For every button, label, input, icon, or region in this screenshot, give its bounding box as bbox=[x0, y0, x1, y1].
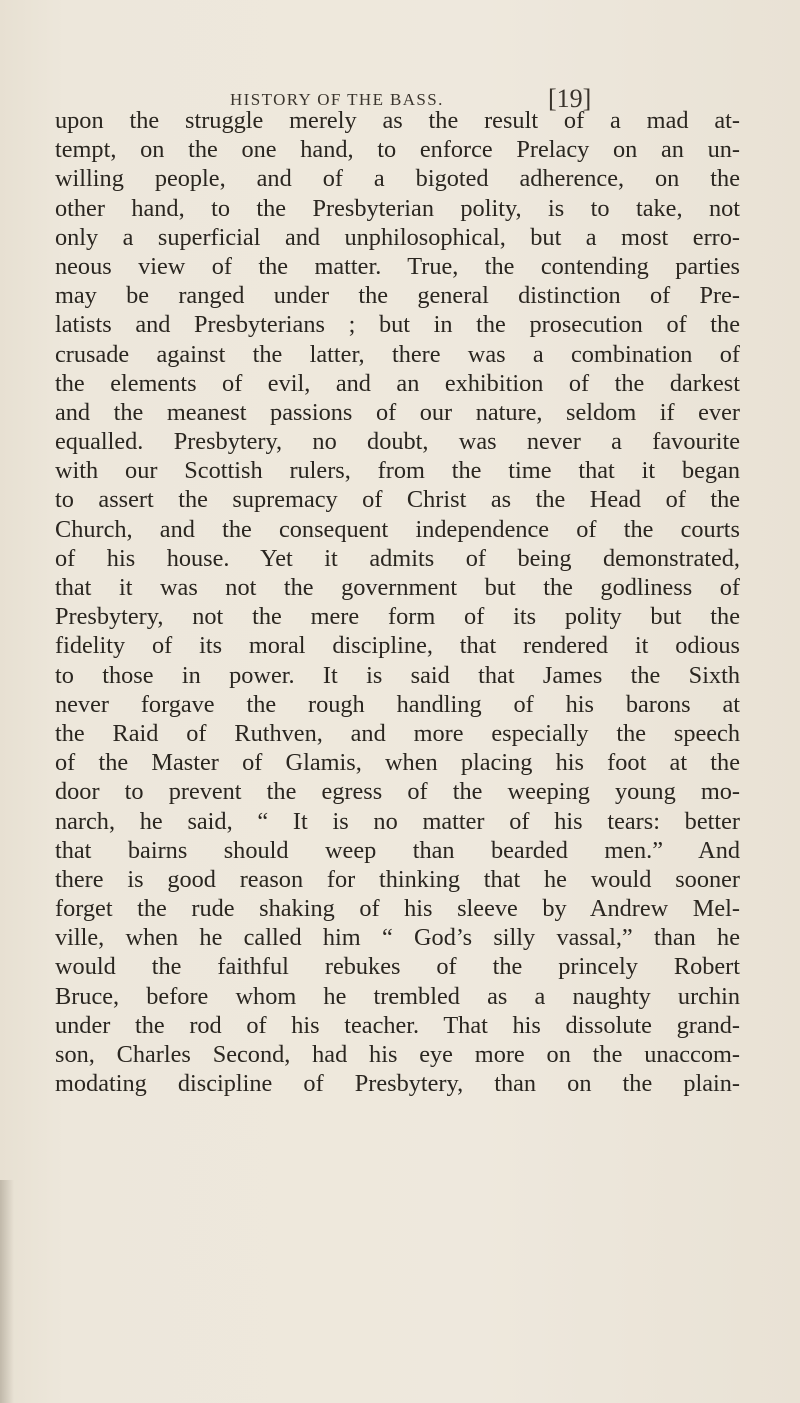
text-line: narch, he said, “ It is no matter of his tears: better bbox=[55, 807, 740, 835]
body-text bbox=[55, 106, 775, 1098]
text-line: Bruce, before whom he trembled as a naughty urchin bbox=[55, 982, 740, 1010]
running-title: HISTORY OF THE BASS. bbox=[230, 90, 444, 109]
text-line: other hand, to the Presbyterian polity, is to take, not bbox=[55, 194, 740, 222]
text-line: to assert the supremacy of Christ as the Head of the bbox=[55, 486, 740, 514]
text-line: there is good reason for thinking that he would sooner bbox=[55, 865, 740, 893]
text-line: the elements of evil, and an exhibition of the darkest bbox=[55, 369, 740, 397]
text-line: equalled. Presbytery, no doubt, was never a favourite bbox=[55, 428, 740, 456]
text-line: that it was not the government but the godliness of bbox=[55, 574, 740, 601]
text-line: fidelity of its moral discipline, that rendered it odious bbox=[55, 632, 740, 660]
text-line: crusade against the latter, there was a combination of bbox=[55, 340, 740, 368]
text-line: of his house. Yet it admits of being demonstrated, bbox=[55, 544, 740, 572]
text-line: tempt, on the one hand, to enforce Prelacy on an un- bbox=[55, 136, 740, 164]
text-line: the Raid of Ruthven, and more especially the speech bbox=[55, 719, 740, 747]
text-line: Presbytery, not the mere form of its polity but the bbox=[55, 603, 740, 631]
text-line: to those in power. It is said that James the Sixth bbox=[55, 661, 740, 689]
text-line: may be ranged under the general distinction of Pre- bbox=[55, 282, 740, 310]
text-line: with our Scottish rulers, from the time that it began bbox=[55, 457, 740, 485]
text-line: never forgave the rough handling of his barons at bbox=[55, 690, 740, 718]
text-line: son, Charles Second, had his eye more on the unaccom- bbox=[55, 1041, 740, 1068]
text-line: door to prevent the egress of the weeping young mo- bbox=[55, 778, 740, 806]
text-line: forget the rude shaking of his sleeve by Andrew Mel- bbox=[55, 895, 740, 923]
text-line: only a superficial and unphilosophical, but a most erro- bbox=[55, 223, 740, 251]
text-line: that bairns should weep than bearded men.” And bbox=[55, 836, 740, 864]
text-line: willing people, and of a bigoted adherence, on the bbox=[55, 165, 740, 193]
text-line: neous view of the matter. True, the contending parties bbox=[55, 252, 740, 280]
text-line: under the rod of his teacher. That his dissolute grand- bbox=[55, 1011, 740, 1039]
page-number: [19] bbox=[548, 84, 592, 113]
binding-shadow bbox=[0, 1180, 14, 1403]
text-line: and the meanest passions of our nature, seldom if ever bbox=[55, 398, 740, 426]
text-line: ville, when he called him “ God’s silly vassal,” than he bbox=[55, 924, 740, 952]
text-line: latists and Presbyterians ; but in the prosecution of the bbox=[55, 311, 740, 339]
text-line: of the Master of Glamis, when placing his foot at the bbox=[55, 749, 740, 777]
text-line: modating discipline of Presbytery, than on the plain- bbox=[55, 1070, 740, 1098]
text-line: Church, and the consequent independence of the courts bbox=[55, 515, 740, 543]
text-line: upon the struggle merely as the result of a mad at- bbox=[55, 107, 740, 134]
text-line: would the faithful rebukes of the princely Robert bbox=[55, 953, 740, 981]
